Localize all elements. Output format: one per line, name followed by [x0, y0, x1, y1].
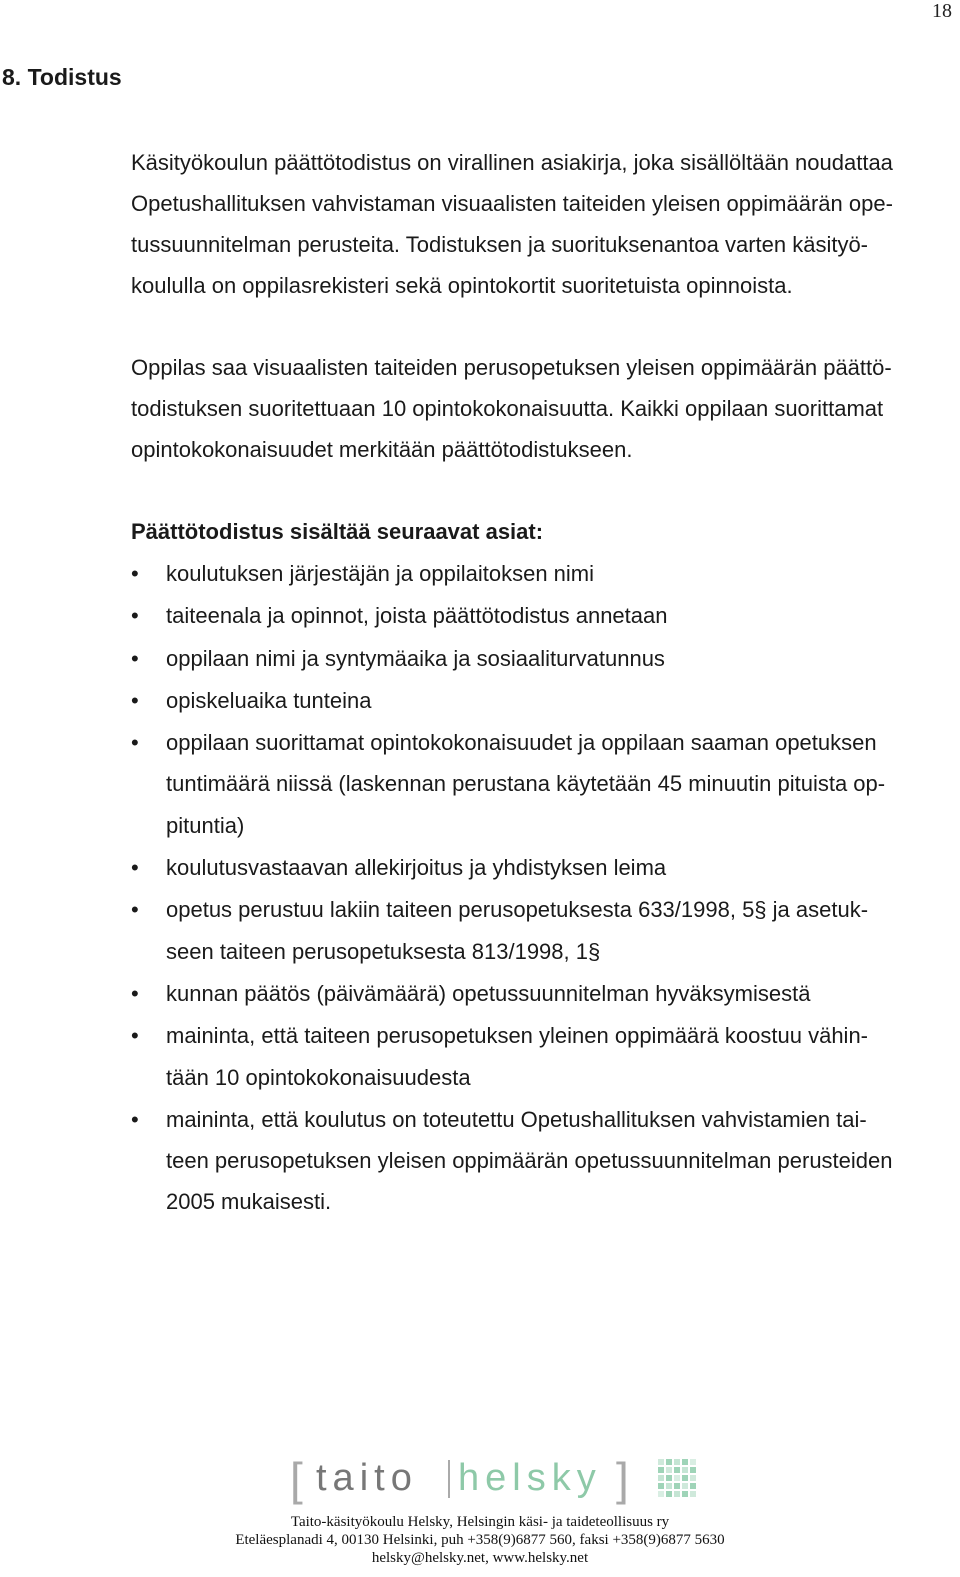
logo-divider: [448, 1460, 450, 1498]
paragraph-line: Oppilas saa visuaalisten taiteiden perusopetuksen yleisen oppimäärän päättö-: [131, 355, 892, 380]
footer-contact: [0, 1513, 960, 1567]
list-title: Päättötodistus sisältää seuraavat asiat:: [131, 519, 544, 544]
list-item-line: maininta, että koulutus on toteutettu Opetushallituksen vahvistamien tai-: [166, 1106, 867, 1132]
list-item-line: pituntia): [166, 812, 245, 838]
list-item-line: tään 10 opintokokonaisuudesta: [166, 1064, 471, 1090]
list-item-line: opiskeluaika tunteina: [166, 687, 372, 713]
logo-grid-icon: [658, 1459, 698, 1499]
footer-organization: Taito-käsityökoulu Helsky, Helsingin käsi- ja taideteollisuus ry: [290, 1514, 670, 1530]
paragraph-line: Käsityökoulun päättötodistus on virallinen asiakirja, joka sisällöltään noudattaa: [131, 150, 893, 175]
list-item: [131, 595, 953, 636]
paragraph-line: Opetushallituksen vahvistaman visuaalisten taiteiden yleisen oppimäärän ope-: [131, 191, 893, 216]
logo-taito-text: taito: [316, 1457, 418, 1499]
contents-list: [131, 553, 953, 1224]
page-number: 18: [932, 0, 952, 22]
paragraph-line: todistuksen suoritettuaan 10 opintokokonaisuutta. Kaikki oppilaan suorittamat: [131, 396, 884, 421]
second-paragraph: [131, 347, 953, 470]
list-item: [131, 1099, 953, 1223]
list-item: [131, 847, 953, 888]
list-item-line: tuntimäärä niissä (laskennan perustana käytetään 45 minuutin pituista op-: [166, 771, 886, 797]
paragraph-line: opintokokonaisuudet merkitään päättötodistukseen.: [131, 437, 633, 462]
list-item: [131, 1015, 953, 1098]
list-item: [131, 638, 953, 679]
logo-right-bracket: ]: [616, 1453, 629, 1505]
list-item-line: kunnan päätös (päivämäärä) opetussuunnitelman hyväksymisestä: [166, 980, 811, 1006]
logo-left-bracket: [: [290, 1453, 303, 1505]
bullet-icon: •: [131, 1106, 139, 1132]
list-item: [131, 722, 953, 846]
bullet-icon: •: [131, 687, 139, 713]
list-item-line: teen perusopetuksen yleisen oppimäärän opetussuunnitelman perusteiden: [166, 1148, 893, 1174]
bullet-icon: •: [131, 980, 139, 1006]
list-item: [131, 889, 953, 972]
paragraph-line: tussuunnitelman perusteita. Todistuksen ja suorituksenantoa varten käsityö-: [131, 232, 869, 257]
logo-helsky-text: helsky: [458, 1457, 602, 1499]
bullet-icon: •: [131, 1023, 139, 1049]
list-item-line: 2005 mukaisesti.: [166, 1189, 332, 1215]
paragraph-line: koululla on oppilasrekisteri sekä opintokortit suoritetuista opinnoista.: [131, 273, 793, 298]
bullet-icon: •: [131, 603, 139, 629]
footer-email-web: helsky@helsky.net, www.helsky.net: [371, 1550, 589, 1566]
list-item-line: koulutusvastaavan allekirjoitus ja yhdistyksen leima: [166, 855, 667, 881]
list-item-line: seen taiteen perusopetuksesta 813/1998, 1§: [166, 938, 601, 964]
list-item-line: koulutuksen järjestäjän ja oppilaitoksen nimi: [166, 561, 595, 586]
bullet-icon: •: [131, 730, 139, 756]
list-item: [131, 553, 953, 594]
list-item: [131, 680, 953, 721]
intro-paragraph: [131, 142, 953, 306]
footer-address: Eteläesplanadi 4, 00130 Helsinki, puh +358(9)6877 560, faksi +358(9)6877 5630: [235, 1532, 725, 1548]
bullet-icon: •: [131, 897, 139, 923]
list-item-line: taiteenala ja opinnot, joista päättötodistus annetaan: [166, 603, 668, 629]
list-item: [131, 973, 953, 1014]
section-heading: 8. Todistus: [2, 64, 122, 90]
bullet-icon: •: [131, 561, 139, 586]
list-item-line: oppilaan nimi ja syntymäaika ja sosiaaliturvatunnus: [166, 645, 665, 671]
list-item-line: maininta, että taiteen perusopetuksen yleinen oppimäärä koostuu vähin-: [166, 1023, 869, 1049]
list-item-line: oppilaan suorittamat opintokokonaisuudet ja oppilaan saaman opetuksen: [166, 730, 877, 756]
list-item-line: opetus perustuu lakiin taiteen perusopetuksesta 633/1998, 5§ ja asetuk-: [166, 897, 869, 923]
bullet-icon: •: [131, 855, 139, 881]
bullet-icon: •: [131, 645, 139, 671]
organization-logo: [290, 1452, 710, 1504]
